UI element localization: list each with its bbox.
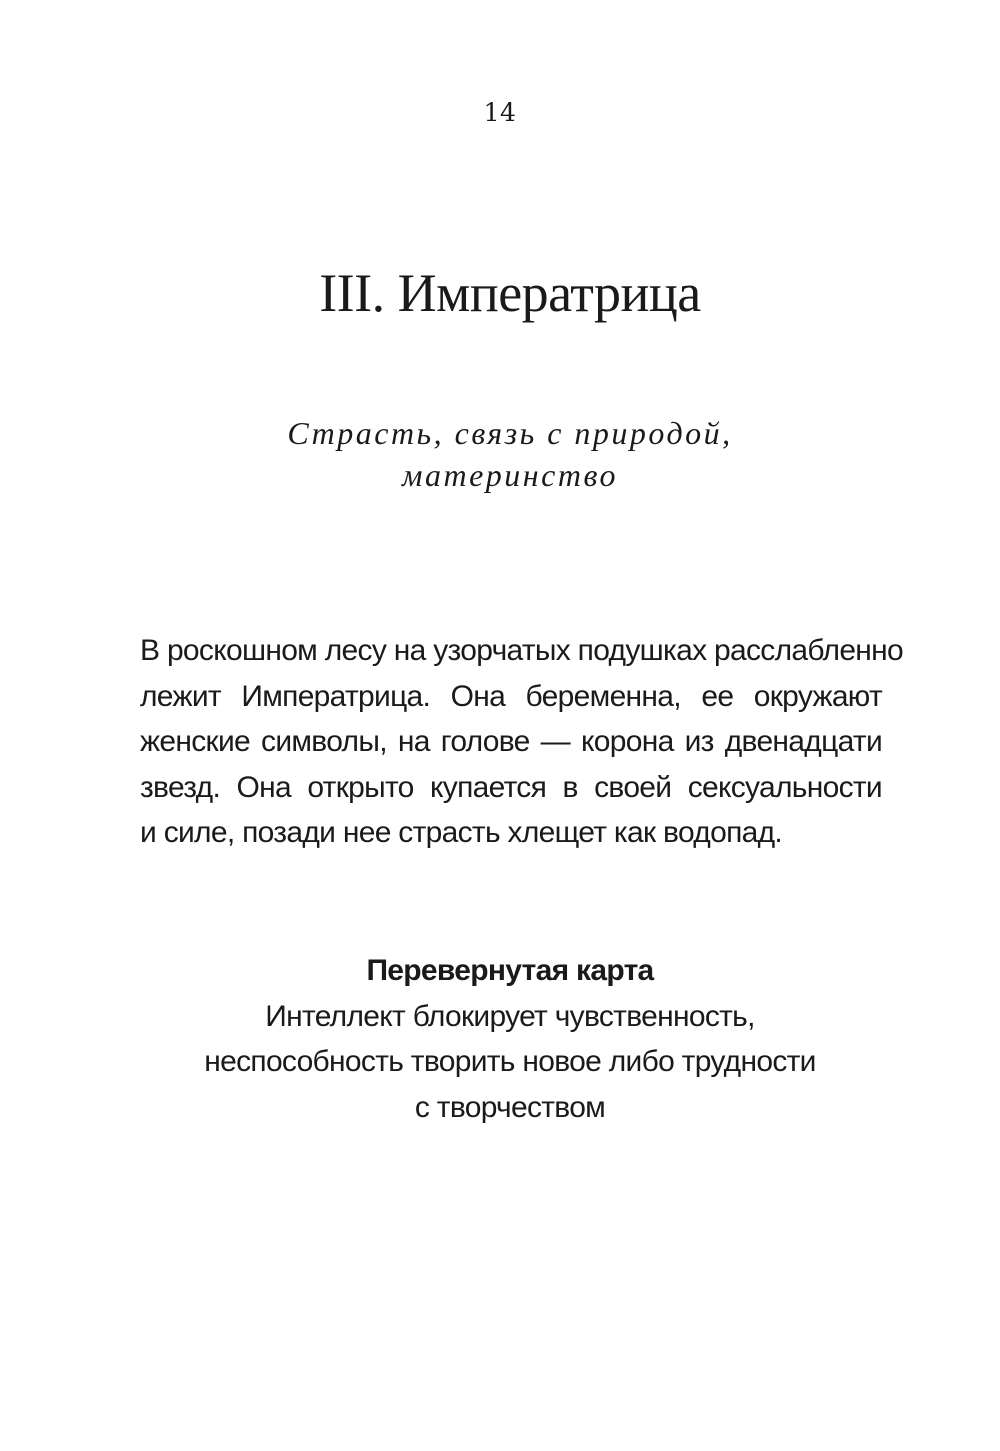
reversed-card-text [0, 994, 1000, 1131]
page-number: 14 [483, 98, 517, 127]
reversed-line: с творчеством [414, 1090, 606, 1124]
reversed-card-section [0, 948, 1000, 1130]
subtitle-line: материнство [402, 457, 618, 493]
chapter-subtitle [0, 412, 1000, 496]
reversed-card-heading: Перевернутая карта [366, 954, 654, 987]
description-line: лежит Императрица. Она беременна, ее окружают [140, 679, 882, 713]
description-line: женские символы, на голове — корона из двенадцати [140, 725, 882, 758]
card-description [140, 628, 904, 856]
chapter-title: III. Императрица [319, 263, 701, 323]
description-line: звезд. Она открыто купается в своей сексуальности [140, 770, 882, 804]
subtitle-line: Страсть, связь с природой, [287, 415, 733, 451]
reversed-line: неспособность творить новое либо трудности [204, 1045, 816, 1078]
description-line: В роскошном лесу на узорчатых подушках расслабленно [140, 634, 904, 667]
description-line: и силе, позади нее страсть хлещет как водопад. [140, 816, 783, 849]
reversed-line: Интеллект блокирует чувственность, [265, 999, 755, 1033]
